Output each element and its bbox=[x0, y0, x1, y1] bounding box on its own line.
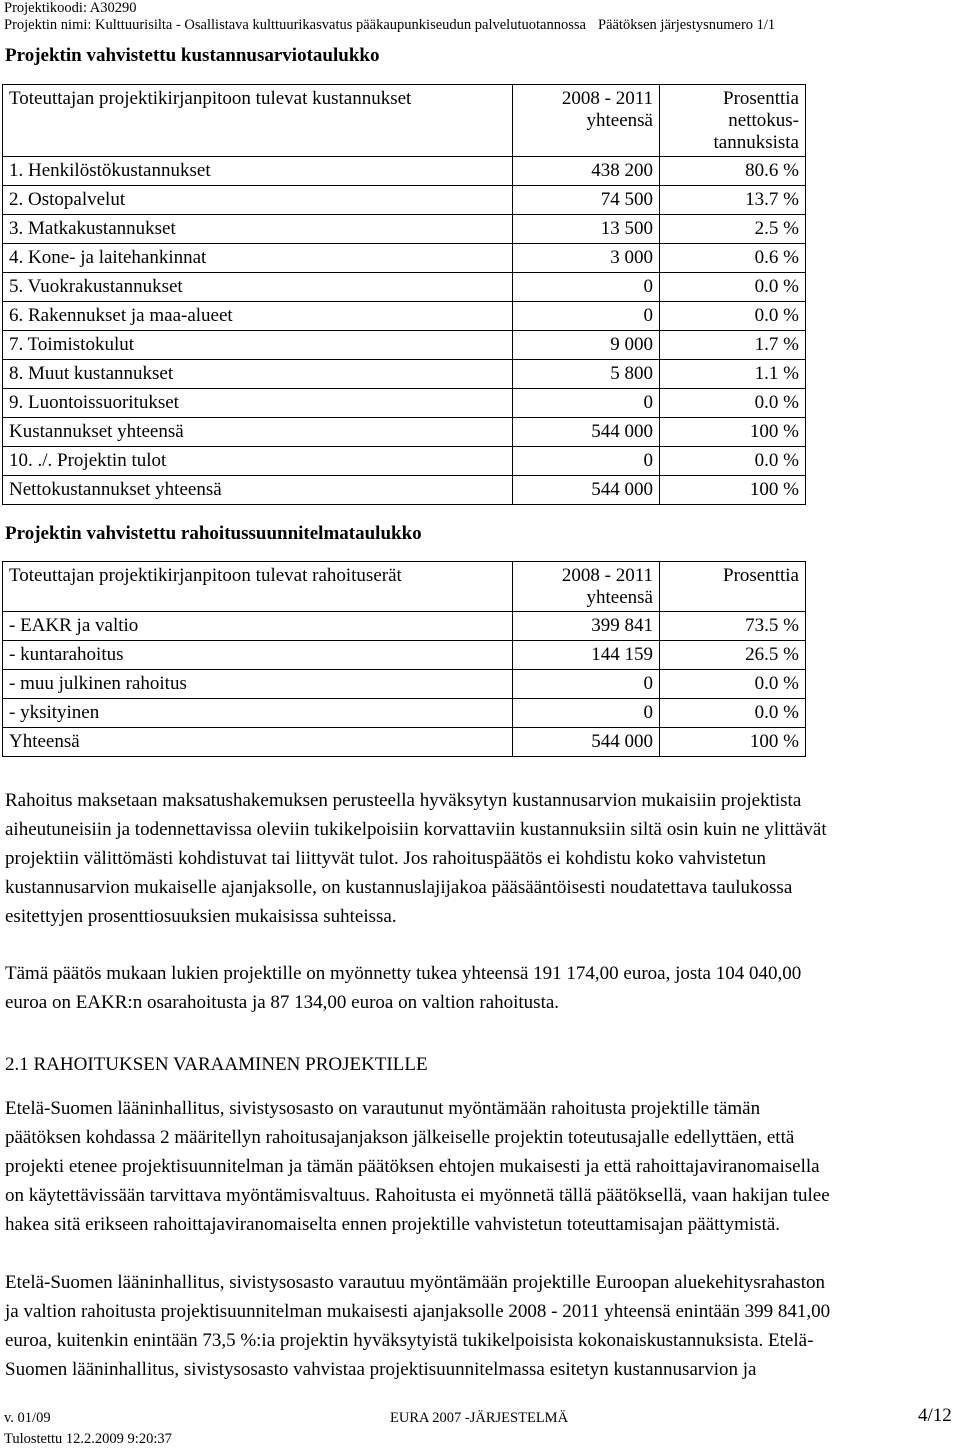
header-line: yhteensä bbox=[586, 110, 653, 131]
row-label: 8. Muut kustannukset bbox=[3, 360, 513, 389]
row-amount: 0 bbox=[513, 273, 660, 302]
text-line: euroa on EAKR:n osarahoitusta ja 87 134,00 euroa on valtion rahoitusta. bbox=[5, 992, 560, 1013]
table-row bbox=[3, 157, 806, 186]
row-percent: 26.5 % bbox=[660, 641, 806, 670]
project-name: Projektin nimi: Kulttuurisilta - Osallistava kulttuurikasvatus pääkaupunkiseudun palvelutuotannossa bbox=[4, 17, 586, 33]
text-line: Etelä-Suomen lääninhallitus, sivistysosasto on varautunut myöntämään rahoitusta projektille tämän bbox=[5, 1098, 761, 1119]
footer-version: v. 01/09 bbox=[4, 1410, 51, 1426]
row-amount: 0 bbox=[513, 447, 660, 476]
row-percent: 0.6 % bbox=[660, 244, 806, 273]
row-percent: 0.0 % bbox=[660, 389, 806, 418]
text-line: aiheutuneisiin ja todennettavissa oleviin tukikelpoisiin korvattaviin kustannuksiin siltä osin kuin ne ylittävät bbox=[5, 819, 827, 840]
text-line: on käytettävissään tarvittava myöntämisvaltuus. Rahoitusta ei myönnetä tällä päätöksellä, vaan hakijan tulee bbox=[5, 1185, 830, 1206]
text-line: kustannusarvion mukaiselle ajanjaksolle, on kustannuslajijakoa pääsääntöisesti noudatettava taulukossa bbox=[5, 877, 793, 898]
table-header-row bbox=[3, 85, 806, 157]
row-amount: 438 200 bbox=[513, 157, 660, 186]
row-label: 7. Toimistokulut bbox=[3, 331, 513, 360]
table-row bbox=[3, 186, 806, 215]
table-row bbox=[3, 389, 806, 418]
decision-number: Päätöksen järjestysnumero 1/1 bbox=[598, 17, 776, 33]
table-row bbox=[3, 418, 806, 447]
text-line: esitettyjen prosenttiosuuksien mukaisissa suhteissa. bbox=[5, 906, 397, 927]
row-label: 3. Matkakustannukset bbox=[3, 215, 513, 244]
row-percent: 80.6 % bbox=[660, 157, 806, 186]
funding-table bbox=[2, 561, 806, 757]
row-percent: 2.5 % bbox=[660, 215, 806, 244]
row-percent: 1.7 % bbox=[660, 331, 806, 360]
table-row bbox=[3, 476, 806, 505]
row-amount: 0 bbox=[513, 302, 660, 331]
row-amount: 0 bbox=[513, 389, 660, 418]
row-amount: 3 000 bbox=[513, 244, 660, 273]
row-percent: 0.0 % bbox=[660, 273, 806, 302]
page-number: 4/12 bbox=[918, 1405, 952, 1426]
table-row bbox=[3, 612, 806, 641]
row-label: Kustannukset yhteensä bbox=[3, 418, 513, 447]
row-label: 2. Ostopalvelut bbox=[3, 186, 513, 215]
table-row bbox=[3, 447, 806, 476]
text-line: päätöksen kohdassa 2 määritellyn rahoitusajanjakson jälkeiselle projektin toteutusajalle edellyttäen, että bbox=[5, 1127, 795, 1148]
project-code: Projektikoodi: A30290 bbox=[4, 0, 137, 16]
table-row bbox=[3, 215, 806, 244]
row-label: 1. Henkilöstökustannukset bbox=[3, 157, 513, 186]
row-amount: 5 800 bbox=[513, 360, 660, 389]
header-line: yhteensä bbox=[586, 587, 653, 608]
row-percent: 73.5 % bbox=[660, 612, 806, 641]
text-line: hakea sitä erikseen rahoittajaviranomaiselta ennen projektille vahvistetun toteuttamisajan päättymistä. bbox=[5, 1214, 781, 1235]
column-header bbox=[513, 85, 660, 157]
column-header bbox=[513, 562, 660, 612]
table-row bbox=[3, 244, 806, 273]
row-amount: 544 000 bbox=[513, 418, 660, 447]
row-label: - EAKR ja valtio bbox=[3, 612, 513, 641]
table-row bbox=[3, 728, 806, 757]
row-amount: 544 000 bbox=[513, 476, 660, 505]
row-label: 9. Luontoissuoritukset bbox=[3, 389, 513, 418]
text-line: projekti etenee projektisuunnitelman ja tämän päätöksen ehtojen mukaisesti ja että rahoittajaviranomaisella bbox=[5, 1156, 820, 1177]
granted-aid-paragraph bbox=[5, 959, 960, 1017]
text-line: Rahoitus maksetaan maksatushakemuksen perusteella hyväksytyn kustannusarvion mukaisiin projektista bbox=[5, 790, 802, 811]
row-label: - muu julkinen rahoitus bbox=[3, 670, 513, 699]
text-line: projektiin välittömästi kohdistuvat tai liittyvät tulot. Jos rahoituspäätös ei kohdistu koko vahvistetun bbox=[5, 848, 766, 869]
column-header: Toteuttajan projektikirjanpitoon tulevat rahoituserät bbox=[3, 562, 513, 612]
table-row bbox=[3, 641, 806, 670]
row-label: 10. ./. Projektin tulot bbox=[3, 447, 513, 476]
row-percent: 0.0 % bbox=[660, 302, 806, 331]
funding-terms-paragraph bbox=[5, 786, 960, 931]
header-line: tannuksista bbox=[713, 132, 799, 153]
row-amount: 544 000 bbox=[513, 728, 660, 757]
header-line: 2008 - 2011 bbox=[561, 565, 653, 586]
text-line: Tämä päätös mukaan lukien projektille on myönnetty tukea yhteensä 191 174,00 euroa, josta 104 040,00 bbox=[5, 963, 802, 984]
reservation-paragraph bbox=[5, 1094, 960, 1239]
header-line: 2008 - 2011 bbox=[561, 88, 653, 109]
row-percent: 100 % bbox=[660, 728, 806, 757]
column-header bbox=[660, 85, 806, 157]
row-amount: 0 bbox=[513, 670, 660, 699]
table-row bbox=[3, 360, 806, 389]
column-header: Toteuttajan projektikirjanpitoon tulevat kustannukset bbox=[3, 85, 513, 157]
row-amount: 144 159 bbox=[513, 641, 660, 670]
row-label: - yksityinen bbox=[3, 699, 513, 728]
row-amount: 399 841 bbox=[513, 612, 660, 641]
footer-system: EURA 2007 -JÄRJESTELMÄ bbox=[390, 1410, 569, 1426]
row-percent: 0.0 % bbox=[660, 699, 806, 728]
row-percent: 13.7 % bbox=[660, 186, 806, 215]
row-percent: 0.0 % bbox=[660, 447, 806, 476]
header-line: nettokus- bbox=[728, 110, 799, 131]
table-row bbox=[3, 302, 806, 331]
row-percent: 100 % bbox=[660, 476, 806, 505]
column-header: Prosenttia bbox=[660, 562, 806, 612]
funding-table-title: Projektin vahvistettu rahoitussuunnitelmataulukko bbox=[5, 523, 422, 544]
row-amount: 74 500 bbox=[513, 186, 660, 215]
row-percent: 0.0 % bbox=[660, 670, 806, 699]
text-line: euroa, kuitenkin enintään 73,5 %:ia projektin hyväksytyistä tukikelpoisista kokonaiskustannuksista. Etelä- bbox=[5, 1330, 814, 1351]
row-label: 6. Rakennukset ja maa-alueet bbox=[3, 302, 513, 331]
row-amount: 9 000 bbox=[513, 331, 660, 360]
row-label: Nettokustannukset yhteensä bbox=[3, 476, 513, 505]
eakr-paragraph bbox=[5, 1268, 960, 1384]
table-row bbox=[3, 273, 806, 302]
text-line: Suomen lääninhallitus, sivistysosasto vahvistaa projektisuunnitelmassa esitetyn kustannusarvion ja bbox=[5, 1359, 757, 1380]
table-row bbox=[3, 331, 806, 360]
row-label: - kuntarahoitus bbox=[3, 641, 513, 670]
budget-table-title: Projektin vahvistettu kustannusarviotaulukko bbox=[5, 45, 380, 66]
row-percent: 1.1 % bbox=[660, 360, 806, 389]
row-percent: 100 % bbox=[660, 418, 806, 447]
header-line: Prosenttia bbox=[723, 88, 799, 109]
row-label: 5. Vuokrakustannukset bbox=[3, 273, 513, 302]
section-heading: 2.1 RAHOITUKSEN VARAAMINEN PROJEKTILLE bbox=[5, 1054, 428, 1075]
table-row bbox=[3, 670, 806, 699]
footer-printed: Tulostettu 12.2.2009 9:20:37 bbox=[4, 1431, 172, 1447]
text-line: Etelä-Suomen lääninhallitus, sivistysosasto varautuu myöntämään projektille Euroopan aluekehitysrahaston bbox=[5, 1272, 825, 1293]
row-label: 4. Kone- ja laitehankinnat bbox=[3, 244, 513, 273]
table-header-row bbox=[3, 562, 806, 612]
row-amount: 0 bbox=[513, 699, 660, 728]
row-amount: 13 500 bbox=[513, 215, 660, 244]
table-row bbox=[3, 699, 806, 728]
row-label: Yhteensä bbox=[3, 728, 513, 757]
text-line: ja valtion rahoitusta projektisuunnitelman mukaisesti ajanjaksolle 2008 - 2011 yhteensä enintään 399 841,00 bbox=[5, 1301, 831, 1322]
budget-table bbox=[2, 84, 806, 505]
